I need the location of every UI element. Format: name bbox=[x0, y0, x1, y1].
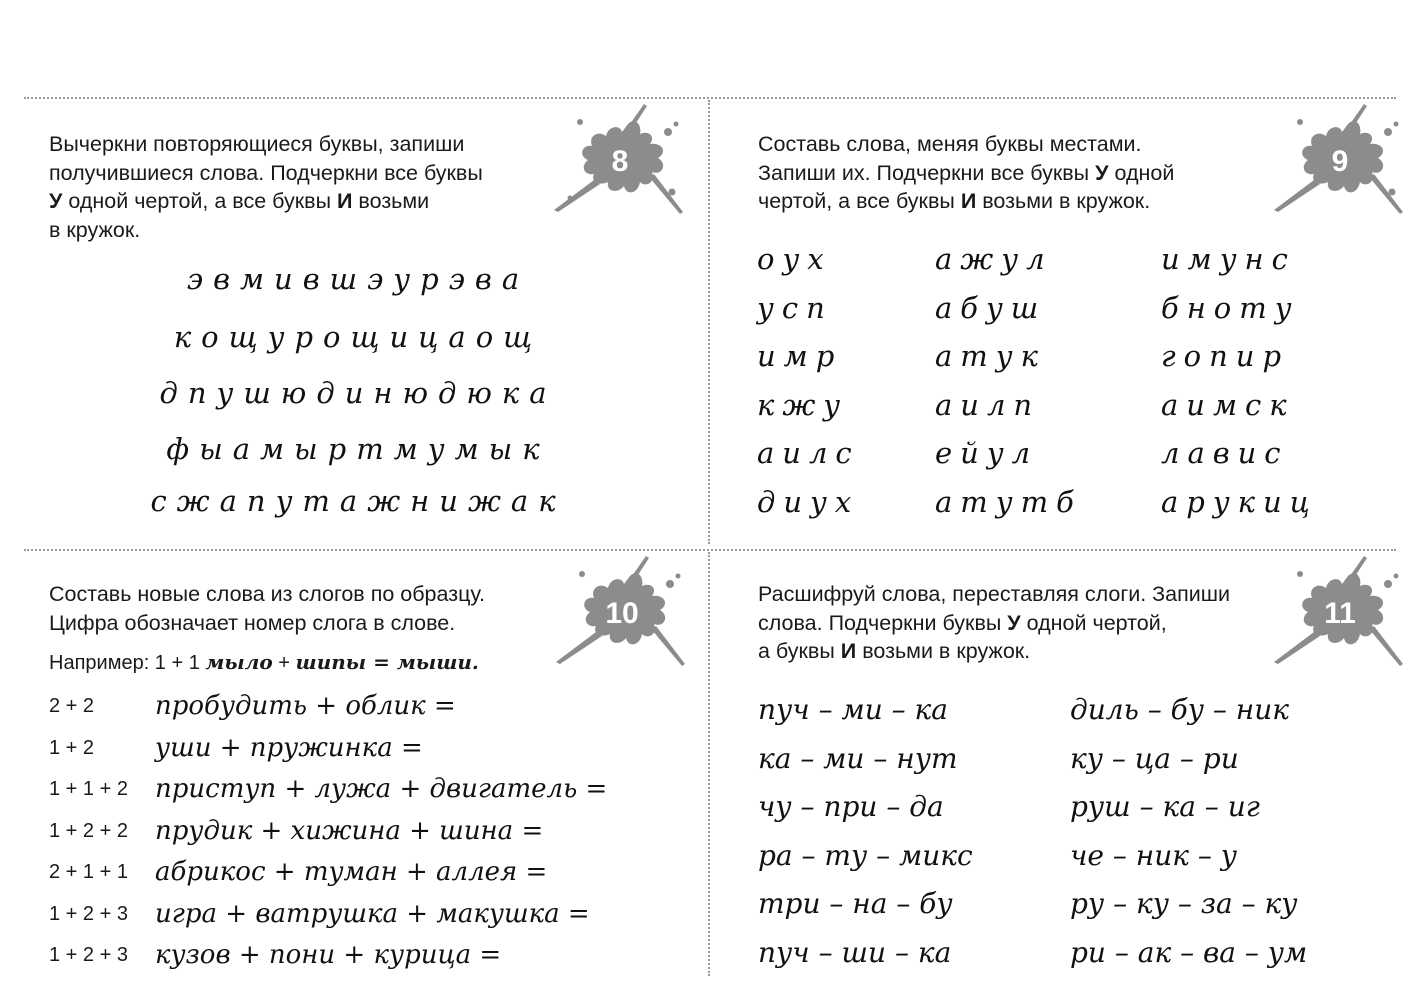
task-11-line-3-start: а буквы bbox=[758, 639, 841, 663]
word-scramble: диух bbox=[757, 484, 860, 519]
task-9-column-3 bbox=[1161, 235, 1318, 526]
task-10-number-badge bbox=[552, 554, 692, 674]
task-10-number: 10 bbox=[605, 597, 639, 630]
task-9-line-3-start: чертой, а все буквы bbox=[758, 189, 961, 213]
word-scramble: оух bbox=[757, 242, 832, 276]
syllable-code: 1 + 1 + 2 bbox=[49, 778, 128, 801]
word-scramble: аилп bbox=[935, 387, 1041, 422]
syllable-puzzle: чу – при – да bbox=[758, 790, 944, 823]
equation-row bbox=[49, 728, 607, 770]
syllable-code: 1 + 2 + 2 bbox=[49, 819, 128, 842]
task-8-line-3-end: возьми bbox=[352, 189, 430, 213]
task-11-bold-u: У bbox=[1007, 610, 1021, 635]
word-scramble: имр bbox=[757, 339, 843, 373]
task-9-number: 9 bbox=[1331, 145, 1349, 178]
word-scramble: абуш bbox=[935, 290, 1047, 325]
syllable-code: 1 + 2 + 3 bbox=[49, 902, 128, 925]
task-11-column-1 bbox=[758, 686, 973, 977]
task-9-number-badge bbox=[1270, 102, 1410, 222]
task-9-bold-i: И bbox=[960, 189, 977, 213]
word-scramble: гопир bbox=[1161, 339, 1290, 373]
task-11-line-2-start: слова. Подчеркни буквы bbox=[758, 610, 1008, 635]
task-9-column-1 bbox=[757, 235, 860, 526]
syllable-puzzle: диль – бу – ник bbox=[1070, 693, 1289, 726]
task-9-line-1: Составь слова, меняя буквы местами. bbox=[758, 132, 1142, 156]
task-9-line-2-start: Запиши их. Подчеркни все буквы bbox=[758, 160, 1096, 185]
equation-expression: игра + ватрушка + макушка = bbox=[155, 898, 590, 929]
equation-expression: уши + пружинка = bbox=[155, 732, 423, 763]
task-9-line-2-end: одной bbox=[1108, 160, 1175, 185]
example-plus: + bbox=[272, 652, 296, 674]
task-10-equations bbox=[49, 686, 607, 977]
word-scramble: имунс bbox=[1161, 242, 1296, 276]
task-10-line-1: Составь новые слова из слогов по образцу. bbox=[49, 582, 485, 606]
word-scramble: ажул bbox=[935, 242, 1053, 276]
example-word-1: мыло bbox=[205, 650, 273, 674]
syllable-puzzle: пуч – ми – ка bbox=[758, 693, 948, 726]
task-8-number-badge bbox=[550, 102, 690, 222]
syllable-puzzle: пуч – ши – ка bbox=[758, 935, 952, 969]
task-8-card bbox=[0, 0, 708, 549]
task-8-instructions bbox=[49, 130, 569, 244]
syllable-code: 1 + 2 + 3 bbox=[49, 944, 128, 967]
syllable-puzzle: ра – ту – микс bbox=[758, 838, 973, 872]
task-11-column-2 bbox=[1070, 686, 1307, 977]
syllable-puzzle: ру – ку – за – ку bbox=[1070, 887, 1298, 920]
word-scramble: лавис bbox=[1161, 436, 1289, 470]
equation-row bbox=[49, 811, 607, 853]
task-11-line-1: Расшифруй слова, переставляя слоги. Запиши bbox=[758, 582, 1231, 606]
word-scramble: ейул bbox=[935, 436, 1039, 470]
word-scramble: кжу bbox=[757, 387, 849, 422]
word-scramble: аимск bbox=[1161, 387, 1295, 422]
syllable-code: 2 + 2 bbox=[49, 695, 95, 718]
task-9-line-3-end: возьми в кружок. bbox=[976, 189, 1151, 213]
task-10-instructions bbox=[49, 580, 589, 637]
syllable-puzzle: че – ник – у bbox=[1070, 838, 1238, 872]
task-11-bold-i: И bbox=[840, 639, 857, 663]
equation-expression: пробудить + облик = bbox=[155, 691, 456, 722]
word-scramble: атутб bbox=[935, 484, 1082, 519]
task-8-line-2: получившиеся слова. Подчеркни все буквы bbox=[49, 160, 483, 185]
word-scramble: аилс bbox=[757, 436, 860, 470]
task-10-example bbox=[49, 650, 479, 675]
task-11-line-2-end: одной чертой, bbox=[1020, 610, 1167, 635]
task-8-letter-row: сжапутажнижак bbox=[150, 484, 566, 518]
task-11-line-3-end: возьми в кружок. bbox=[856, 639, 1031, 663]
equation-row bbox=[49, 852, 607, 894]
syllable-puzzle: ри – ак – ва – ум bbox=[1070, 935, 1308, 969]
syllable-puzzle: три – на – бу bbox=[758, 887, 953, 920]
equation-row bbox=[49, 935, 607, 977]
task-8-line-4: в кружок. bbox=[49, 217, 141, 242]
example-word-2: шипы bbox=[295, 650, 367, 674]
equation-expression: абрикос + туман + аллея = bbox=[155, 857, 548, 888]
word-scramble: усп bbox=[757, 290, 833, 325]
equation-expression: приступ + лужа + двигатель = bbox=[155, 774, 608, 805]
syllable-code: 2 + 1 + 1 bbox=[49, 861, 128, 884]
equation-expression: прудик + хижина + шина = bbox=[155, 815, 544, 846]
task-11-instructions bbox=[758, 580, 1278, 666]
task-8-number: 8 bbox=[611, 145, 629, 178]
task-8-bold-i: И bbox=[337, 189, 353, 213]
equation-row bbox=[49, 894, 607, 936]
word-scramble: атук bbox=[935, 339, 1046, 373]
task-8-letter-row: кощурощицаощ bbox=[173, 320, 543, 354]
word-scramble: арукиц bbox=[1161, 484, 1318, 519]
word-scramble: бноту bbox=[1161, 290, 1300, 325]
equation-row bbox=[49, 769, 607, 811]
example-result: = мыши. bbox=[366, 650, 479, 674]
syllable-code: 1 + 2 bbox=[49, 736, 95, 759]
syllable-puzzle: руш – ка – иг bbox=[1070, 790, 1260, 823]
equation-row bbox=[49, 686, 607, 728]
task-8-letter-row: эвмившэурэва bbox=[186, 262, 530, 296]
task-8-letter-row: фыамыртмумык bbox=[166, 432, 550, 466]
task-9-bold-u: У bbox=[1095, 160, 1109, 185]
task-10-line-2: Цифра обозначает номер слога в слове. bbox=[49, 610, 456, 635]
task-8-line-3-mid: одной чертой, а все буквы bbox=[62, 189, 337, 213]
task-9-column-2 bbox=[935, 235, 1082, 526]
syllable-puzzle: ку – ца – ри bbox=[1070, 741, 1239, 775]
task-8-letter-row: дпушюдинюдюка bbox=[159, 376, 557, 410]
task-9-card bbox=[710, 0, 1419, 549]
task-11-number-badge bbox=[1270, 554, 1410, 674]
example-label: Например: 1 + 1 bbox=[49, 652, 206, 674]
task-11-number: 11 bbox=[1324, 597, 1356, 630]
equation-expression: кузов + пони + курица = bbox=[155, 940, 502, 971]
task-9-instructions bbox=[758, 130, 1278, 216]
syllable-puzzle: ка – ми – нут bbox=[758, 741, 958, 775]
task-8-bold-u: У bbox=[49, 189, 63, 213]
task-8-line-1: Вычеркни повторяющиеся буквы, запиши bbox=[49, 132, 465, 156]
